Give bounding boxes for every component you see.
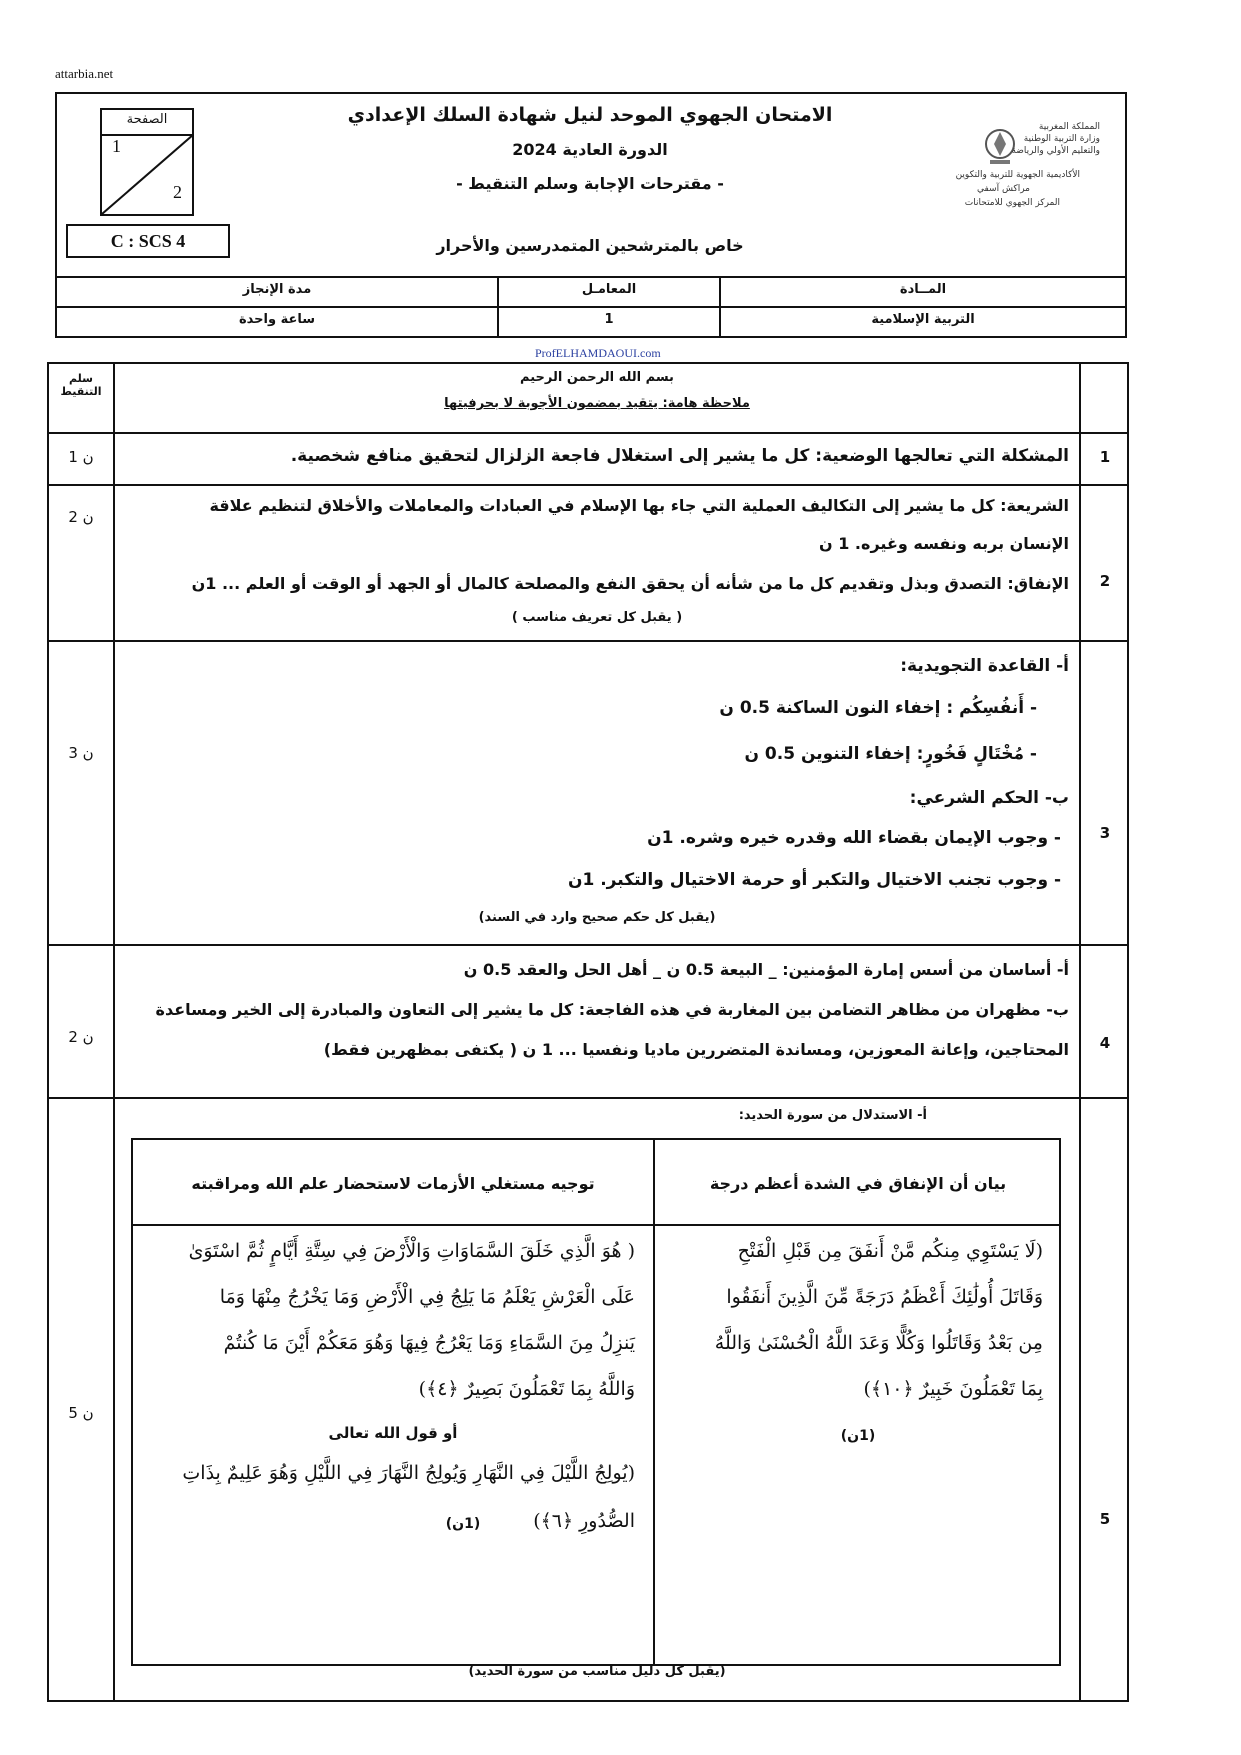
q5-note: (يقبل كل دليل مناسب من سورة الحديد) [468, 1664, 726, 1679]
logo-line: الأكاديمية الجهوية للتربية والتكوين [955, 170, 1080, 180]
verse-line: الصُّدُورِ ﴿٦﴾) [533, 1510, 635, 1532]
duration-value: ساعة واحدة [238, 312, 316, 327]
coef-label: المعامـل [581, 282, 637, 297]
q3-tajweed-2: - مُخْتَالٍ فَخُورٍ: إخفاء التنوين 0.5 ن [744, 744, 1037, 764]
evidence-col-right-head: بيان أن الإنفاق في الشدة أعظم درجة [709, 1174, 1007, 1193]
exam-title: الامتحان الجهوي الموحد لنيل شهادة السلك الإعدادي [347, 104, 833, 126]
q3-tajweed-1: - أَنفُسِكُم : إخفاء النون الساكنة 0.5 ن [719, 698, 1037, 718]
important-note: ملاحظة هامة: يتقيد بمضمون الأجوبة لا بحرفيتها [444, 396, 750, 411]
exam-session: الدورة العادية 2024 [512, 140, 668, 159]
left-score: (1ن) [445, 1516, 481, 1532]
subject-value: التربية الإسلامية [871, 312, 975, 327]
q3-ruling-2: - وجوب تجنب الاختيال والتكبر أو حرمة الاختيال والتكبر. 1ن [567, 870, 1061, 890]
grade-header: سلم التنقيط [60, 372, 102, 398]
q2-sharia-line2: الإنسان بربه ونفسه وغيره. 1 ن [818, 534, 1069, 553]
or-text: أو قول الله تعالى [328, 1424, 458, 1442]
question-grade: 2 ن [68, 508, 94, 526]
verse-line: بِمَا تَعْمَلُونَ خَبِيرٌ ﴿١٠﴾) [863, 1378, 1043, 1400]
verse-line: (يُولِجُ اللَّيْلَ فِي النَّهَارِ وَيُولِجُ النَّهَارَ فِي اللَّيْلِ وَهُوَ عَلِيمٌ بِذَاتِ [182, 1462, 635, 1484]
page-total: 2 [173, 182, 182, 202]
exam-code: C : SCS 4 [66, 224, 230, 258]
watermark: ProfELHAMDAOUI.com [535, 346, 661, 360]
question-grade: 5 ن [68, 1404, 94, 1422]
page-label: الصفحة [126, 112, 168, 127]
evidence-col-left-head: توجيه مستغلي الأزمات لاستحضار علم الله ومراقبته [191, 1174, 595, 1193]
q3-tajweed-title: أ- القاعدة التجويدية: [900, 656, 1069, 676]
verse-line: وَقَاتَلَ أُولَٰئِكَ أَعْظَمُ دَرَجَةً مِّنَ الَّذِينَ أَنفَقُوا [726, 1286, 1043, 1308]
verse-line: يَنزِلُ مِنَ السَّمَاءِ وَمَا يَعْرُجُ فِيهَا وَهُوَ مَعَكُمْ أَيْنَ مَا كُنتُمْ [223, 1332, 635, 1354]
page-number-box [100, 108, 194, 216]
question-number: 1 [1099, 448, 1111, 466]
q2-infaq: الإنفاق: التصدق وبذل وتقديم كل ما من شأنه أن يحقق النفع والمصلحة كالمال أو الجهد أو الوقت أو العلم ... 1ن [191, 574, 1069, 593]
question-grade: 1 ن [68, 448, 94, 466]
right-score: (1ن) [840, 1428, 876, 1444]
question-number: 4 [1099, 1034, 1111, 1052]
logo-line: المملكة المغربية [1038, 122, 1100, 132]
verse-line: مِن بَعْدُ وَقَاتَلُوا وَكُلًّا وَعَدَ اللَّهُ الْحُسْنَىٰ وَاللَّهُ [714, 1332, 1043, 1354]
q1-answer: المشكلة التي تعالجها الوضعية: كل ما يشير إلى استغلال فاجعة الزلزال لتحقيق منافع شخصية. [290, 446, 1069, 466]
q4-foundations: أ- أساسان من أسس إمارة المؤمنين: _ البيعة 0.5 ن _ أهل الحل والعقد 0.5 ن [463, 960, 1069, 979]
q3-ruling-1: - وجوب الإيمان بقضاء الله وقدره خيره وشره. 1ن [647, 828, 1061, 848]
verse-line: ( هُوَ الَّذِي خَلَقَ السَّمَاوَاتِ وَالْأَرْضَ فِي سِتَّةِ أَيَّامٍ ثُمَّ اسْتَوَىٰ [188, 1240, 635, 1262]
logo-line: مراكش آسفي [976, 184, 1030, 194]
verse-line: (لَا يَسْتَوِي مِنكُم مَّنْ أَنفَقَ مِن قَبْلِ الْفَتْحِ [737, 1240, 1043, 1262]
page-current: 1 [112, 136, 121, 156]
q4-solidarity-line1: ب- مظهران من مظاهر التضامن بين المغاربة في هذه الفاجعة: كل ما يشير إلى التعاون والمبادرة إلى الخير ومساعدة [155, 1000, 1069, 1019]
q3-ruling-title: ب- الحكم الشرعي: [909, 788, 1069, 808]
coef-value: 1 [604, 312, 614, 327]
verse-line: عَلَى الْعَرْشِ يَعْلَمُ مَا يَلِجُ فِي الْأَرْضِ وَمَا يَخْرُجُ مِنْهَا وَمَا [219, 1286, 635, 1308]
question-number: 5 [1099, 1510, 1111, 1528]
question-grade: 3 ن [68, 744, 94, 762]
exam-subtitle: - مقترحات الإجابة وسلم التنقيط - [456, 174, 724, 193]
subject-label: المــادة [899, 282, 947, 297]
q3-note: (يقبل كل حكم صحيح وارد في السند) [478, 910, 716, 925]
logo-line: والتعليم الأولي والرياضة [1011, 146, 1100, 156]
logo-line: وزارة التربية الوطنية [1023, 134, 1100, 144]
q2-note: ( يقبل كل تعريف مناسب ) [511, 610, 683, 625]
question-number: 2 [1099, 572, 1111, 590]
q2-sharia-line1: الشريعة: كل ما يشير إلى التكاليف العملية التي جاء بها الإسلام في العبادات والمعاملات والأخلاق لتنظيم علاقة [209, 496, 1069, 515]
exam-audience: خاص بالمترشحين المتمدرسين والأحرار [436, 236, 744, 255]
q5-title: أ- الاستدلال من سورة الحديد: [738, 1108, 927, 1123]
question-grade: 2 ن [68, 1028, 94, 1046]
ministry-logo [900, 118, 1100, 228]
evidence-table [131, 1138, 1061, 1666]
site-name: attarbia.net [55, 66, 114, 81]
logo-line: المركز الجهوي للامتحانات [964, 198, 1060, 208]
verse-line: وَاللَّهُ بِمَا تَعْمَلُونَ بَصِيرٌ ﴿٤﴾) [418, 1378, 635, 1400]
basmala: بسم الله الرحمن الرحيم [520, 370, 674, 385]
question-number: 3 [1099, 824, 1111, 842]
answer-table [47, 362, 1129, 1702]
q4-solidarity-line2: المحتاجين، وإعانة المعوزين، ومساندة المتضررين ماديا ونفسيا ... 1 ن ( يكتفى بمظهرين فقط) [323, 1040, 1069, 1059]
duration-label: مدة الإنجاز [242, 282, 312, 297]
